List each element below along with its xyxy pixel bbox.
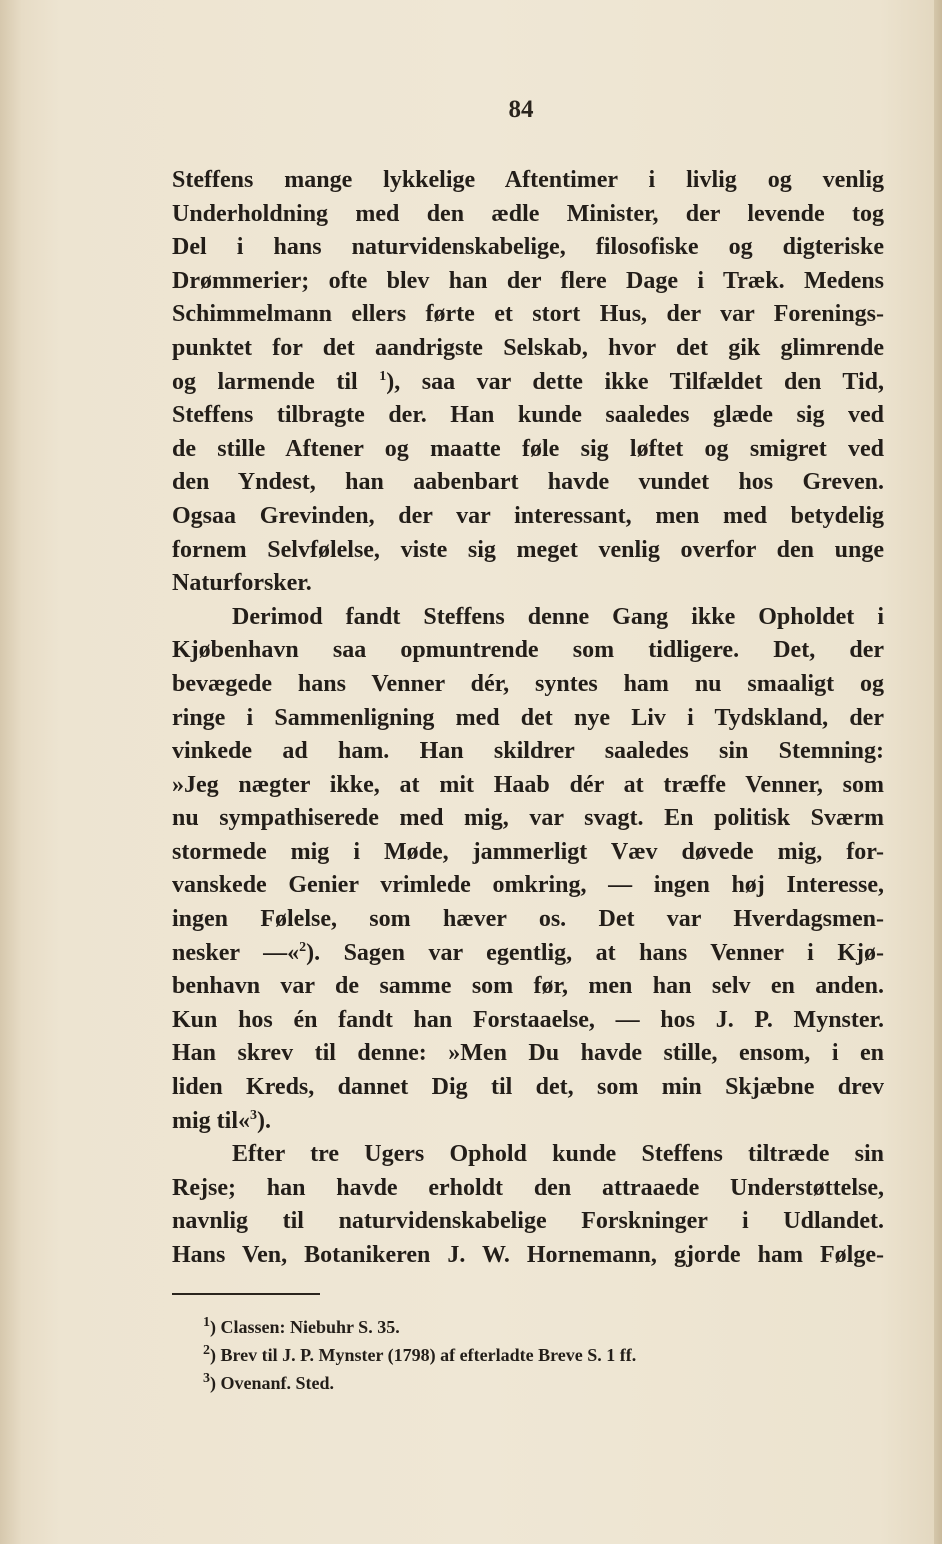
text-line: Drømmerier; ofte blev han der flere Dage i Træk. Medens (172, 267, 884, 294)
text-line: Steffens mange lykkelige Aftentimer i livlig og venlig (172, 167, 884, 193)
text-line: bevægede hans Venner dér, syntes ham nu smaaligt og (172, 670, 884, 697)
text-segment: ). Sagen var egentlig, at hans Venner i Kjø- (306, 939, 884, 966)
text-line: Underholdning med den ædle Minister, der levende tog (172, 200, 884, 227)
text-line: Han skrev til denne: »Men Du havde stille, ensom, i en (172, 1040, 884, 1067)
footnote-mark: 1 (203, 1315, 210, 1330)
footnote (203, 1369, 636, 1397)
text-line: ingen Følelse, som hæver os. Det var Hverdagsmen- (172, 906, 884, 933)
text-segment: nesker —« (172, 939, 300, 966)
text-segment: og larmende til (172, 368, 358, 395)
text-segment: ), saa var dette ikke Tilfældet den Tid, (386, 368, 884, 395)
text-line: fornem Selvfølelse, viste sig meget venlig overfor den unge (172, 536, 884, 563)
footnote-mark: 3 (203, 1371, 210, 1386)
text-line: vinkede ad ham. Han skildrer saaledes sin Stemning: (172, 738, 884, 765)
text-line: den Yndest, han aabenbart havde vundet hos Greven. (172, 469, 884, 496)
footnote-text: ) Classen: Niebuhr S. 35. (210, 1317, 400, 1337)
text-line: Naturforsker. (172, 570, 312, 597)
text-line: Kjøbenhavn saa opmuntrende som tidligere. Det, der (172, 637, 884, 664)
text-line: punktet for det aandrigste Selskab, hvor det gik glimrende (172, 334, 884, 361)
footnote (203, 1313, 636, 1341)
text-line: de stille Aftener og maatte føle sig løftet og smigret ved (172, 435, 884, 462)
footnote-mark: 2 (203, 1343, 210, 1358)
page-edge (934, 0, 942, 1544)
text-line (172, 937, 884, 971)
text-line: stormede mig i Møde, jammerligt Væv døvede mig, for- (172, 838, 884, 865)
text-line: vanskede Genier vrimlede omkring, — ingen høj Interesse, (172, 872, 884, 899)
text-line: nu sympathiserede med mig, var svagt. En politisk Sværm (172, 805, 884, 832)
body-text (172, 164, 884, 1273)
footnote-text: ) Brev til J. P. Mynster (1798) af efterladte Breve S. 1 ff. (210, 1345, 637, 1365)
text-line: Kun hos én fandt han Forstaaelse, — hos J. P. Mynster. (172, 1006, 884, 1033)
text-line: navnlig til naturvidenskabelige Forskninger i Udlandet. (172, 1208, 884, 1235)
text-line: Hans Ven, Botanikeren J. W. Hornemann, gjorde ham Følge- (172, 1242, 884, 1268)
footnote-marker: 2 (299, 939, 307, 955)
text-line: ringe i Sammenligning med det nye Liv i Tydskland, der (172, 704, 884, 731)
text-line: liden Kreds, dannet Dig til det, som min Skjæbne drev (172, 1074, 884, 1101)
text-segment: ). (257, 1107, 271, 1134)
footnote-marker: 3 (250, 1107, 257, 1123)
text-line: Derimod fandt Steffens denne Gang ikke Opholdet i (232, 603, 884, 630)
text-segment: mig til« (172, 1107, 250, 1134)
text-line (172, 366, 884, 400)
text-line: Schimmelmann ellers førte et stort Hus, der var Forenings- (172, 301, 884, 328)
footnote-marker: 1 (379, 368, 387, 384)
text-line: »Jeg nægter ikke, at mit Haab dér at træffe Venner, som (172, 771, 884, 798)
text-line: Rejse; han havde erholdt den attraaede Understøttelse, (172, 1174, 884, 1201)
page-number: 84 (508, 96, 534, 123)
text-line: Del i hans naturvidenskabelige, filosofiske og digteriske (172, 234, 884, 261)
footnote-text: ) Ovenanf. Sted. (210, 1373, 335, 1393)
text-line: Efter tre Ugers Ophold kunde Steffens tiltræde sin (232, 1141, 884, 1168)
footnotes (203, 1313, 636, 1397)
text-line (172, 1105, 884, 1139)
footnote-divider (172, 1293, 320, 1295)
text-line: Steffens tilbragte der. Han kunde saaledes glæde sig ved (172, 402, 884, 429)
text-line: Ogsaa Grevinden, der var interessant, men med betydelig (172, 502, 884, 529)
text-line: benhavn var de samme som før, men han selv en anden. (172, 973, 884, 1000)
footnote (203, 1341, 636, 1369)
